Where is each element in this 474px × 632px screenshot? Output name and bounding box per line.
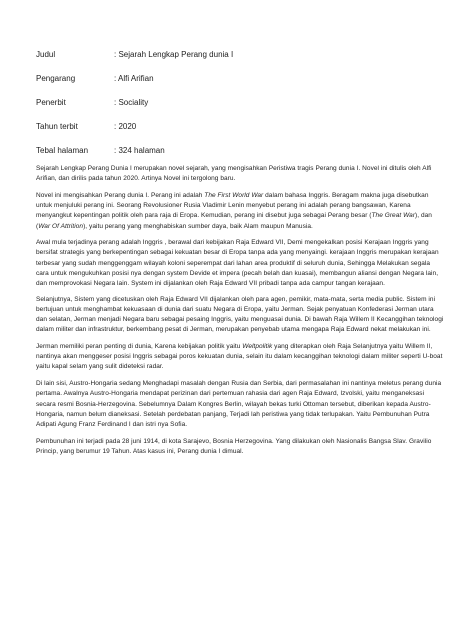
book-info-row-title	[36, 50, 416, 74]
info-label: Tahun terbit	[36, 122, 78, 131]
info-label: Pengarang	[36, 74, 76, 83]
info-label: Penerbit	[36, 98, 66, 107]
paragraph-system: Selanjutnya, Sistem yang dicetuskan oleh Raja Edward VII dijalankan oleh para agen, pemikir, mata-mata, serta media public. Sistem ini bertujuan untuk menghambat kekuasaan di dunia dari suatu Negara di Eropa, yaitu Jerman. Sejak penyatuan Konfederasi Jerman utara dan selatan, Jerman menjadi Negara baru sebagai pesaing Inggris, yaitu menguasai dunia. Di bawah Raja Willem II Kecanggihan teknologi dalam militer dan infrastruktur, berkembang pesat di Jerman, merupakan penyebab utama mengapa Raja Edward nekat melakukan ini.	[36, 295, 444, 334]
info-value: : Sociality	[114, 98, 149, 107]
paragraph-about-war	[36, 191, 444, 232]
info-value: : Alfi Arifian	[114, 74, 154, 83]
text-run: dalam bahasa Inggris. Beragam makna juga disebutkan untuk menjuluki perang ini. Seorang Revolusioner Rusia Vladimir Lenin menyebut perang ini adalah perang bangsawan, Karena menyangkut kepentingan politik oleh para raja di Eropa. Kemudian, perang ini disebut juga sebagai Perang besar (	[36, 191, 429, 220]
paragraph-assassination: Pembunuhan ini terjadi pada 28 juni 1914, di kota Sarajevo, Bosnia Herzegovina. Yang dilakukan oleh Nasionalis Bangsa Slav. Gravilio Princip, yang berumur 19 Tahun. Atas kasus ini, Perang dunia I dimual.	[36, 437, 432, 455]
book-info-row-author	[36, 74, 416, 98]
paragraph-intro: Sejarah Lengkap Perang Dunia I merupakan novel sejarah, yang mengisahkan Peristiwa tragis Perang dunia I. Novel ini ditulis oleh Alfi Arifian, dan dirilis pada tahun 2020. Artinya Novel ini tergolong baru.	[36, 165, 432, 183]
info-label: Judul	[36, 50, 56, 59]
info-label: Tebal halaman	[36, 146, 89, 155]
book-info-row-publisher	[36, 98, 416, 122]
paragraph-origin: Awal mula terjadinya perang adalah Inggris , berawal dari kebijakan Raja Edward VII, Demi mengekalkan posisi Kerajaan Inggris yang bersifat strategis yang berkepentingan sebagai kekuatan besar di Eropa tanpa ada yang menyaingi. kerajaan Inggris merupakan kerajaan terbesar yang sudah menggenggam wilayah koloni seperempat dari lahan area produktif di seluruh dunia, Sehingga Melakukan segala cara untuk mengukuhkan posisi nya dengan system Devide et impera (pecah belah dan kuasai), membangun aliansi dengan Negara lain, dan memprovokasi Negara lain. System ini dijalankan oleh Raja Edward VII pribadi tanpa ada campur tangan kerajaan.	[36, 239, 439, 288]
italic-term: The Great War	[371, 212, 416, 220]
text-run: ), dan (	[36, 212, 432, 230]
paragraph-austria-hungary: Di lain sisi, Austro-Hongaria sedang Menghadapi masalah dengan Rusia dan Serbia, dari permasalahan ini nantinya meletus perang dunia pertama. Awalnya Austro-Hongaria mendapat perizinan dari pertemuan rahasia dari agen Raja Edward, Izvolski, yaitu menganeksasi secara resmi Bosnia-Herzegovina. Sebelumnya Dalam Kongres Berlin, wilayah bekas turki Ottoman tersebut, diberikan kepada Austro-Hongaria, namun belum dianeksasi. Setelah perdebatan panjang, Terjadi lah peristiwa yang tidak terlupakan. Yaitu Pembunuhan Putra Adipati Agung Franz Ferdinand I dan istri nya Sofia.	[36, 380, 442, 428]
italic-term: War Of Attrition	[38, 222, 84, 230]
paragraph-germany	[36, 342, 444, 373]
info-value: : 324 halaman	[114, 146, 165, 155]
text-run: Jerman memiliki peran penting di dunia, Karena kebijakan politik yaitu	[36, 343, 243, 351]
text-run: yang diterapkan oleh Raja Selanjutnya yaitu Willem II, nantinya akan menggeser posisi Inggris sebagai poros kekuatan dunia, selain itu dalam kecanggihan teknologi dalam militer seperti U-boat yaitu kapal selam yang sulit dideteksi radar.	[36, 343, 443, 371]
book-info-row-year	[36, 122, 416, 146]
text-run: ), yaitu perang yang menghabiskan sumber daya, baik Alam maupun Manusia.	[83, 222, 313, 230]
info-value: : 2020	[114, 122, 137, 131]
book-info-table	[36, 50, 416, 170]
document-body	[36, 164, 444, 464]
italic-term: The First World War	[204, 191, 264, 199]
italic-term: Weltpolitik	[242, 343, 273, 351]
info-value: : Sejarah Lengkap Perang dunia I	[114, 50, 234, 59]
text-run: Novel ini mengisahkan Perang dunia I. Perang ini adalah	[36, 191, 205, 199]
